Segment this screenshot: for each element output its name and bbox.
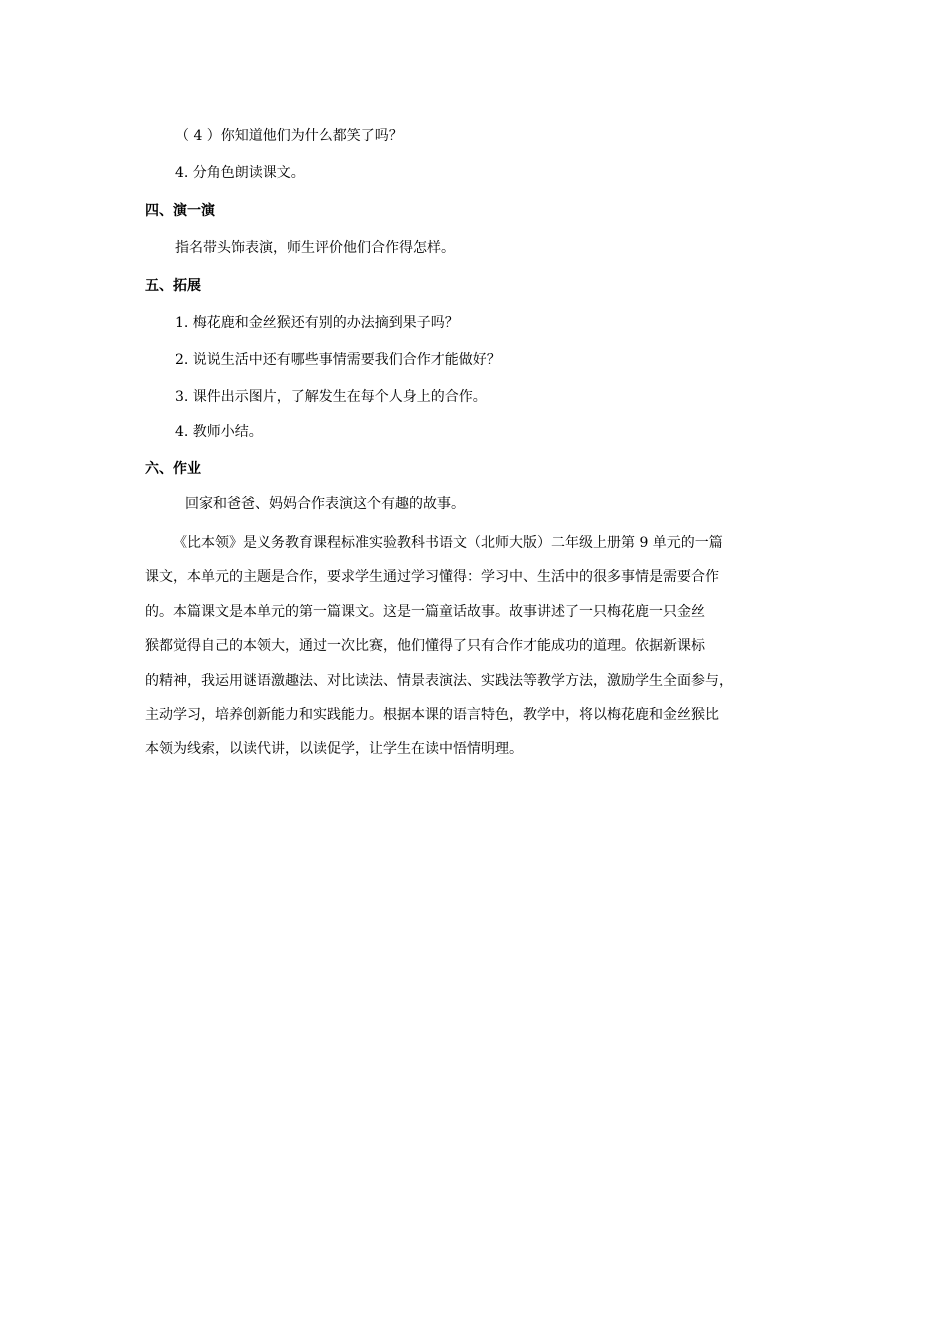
homework-text: 回家和爸爸、妈妈合作表演这个有趣的故事。 (185, 496, 465, 512)
summary-line: 的。本篇课文是本单元的第一篇课文。这是一篇童话故事。故事讲述了一只梅花鹿一只金丝 (145, 603, 705, 620)
question-4: （ 4 ）你知道他们为什么都笑了吗？ (175, 128, 403, 144)
summary-line: 《比本领》是义务教育课程标准实验教科书语文（北师大版）二年级上册第 9 单元的一篇 (173, 535, 723, 551)
summary-line: 主动学习，培养创新能力和实践能力。根据本课的语言特色，教学中，将以梅花鹿和金丝猴比 (145, 706, 719, 723)
extend-item-1: 1. 梅花鹿和金丝猴还有别的办法摘到果子吗？ (175, 315, 459, 331)
summary-line: 的精神，我运用谜语激趣法、对比读法、情景表演法、实践法等教学方法，激励学生全面参与， (145, 672, 733, 689)
extend-item-2: 2. 说说生活中还有哪些事情需要我们合作才能做好？ (175, 352, 501, 368)
extend-item-3: 3. 课件出示图片，了解发生在每个人身上的合作。 (175, 389, 487, 405)
act-instruction: 指名带头饰表演，师生评价他们合作得怎样。 (175, 240, 455, 256)
summary-line: 课文，本单元的主题是合作，要求学生通过学习懂得：学习中、生活中的很多事情是需要合作 (145, 569, 719, 586)
extend-item-4: 4. 教师小结。 (175, 424, 263, 440)
section-heading-homework: 六、作业 (145, 461, 201, 477)
section-heading-act: 四、演一演 (145, 203, 215, 219)
summary-paragraph (145, 526, 809, 767)
section-heading-extend: 五、拓展 (145, 278, 201, 294)
summary-line: 本领为线索，以读代讲，以读促学，让学生在读中悟情明理。 (145, 741, 523, 758)
summary-line: 猴都觉得自己的本领大，通过一次比赛，他们懂得了只有合作才能成功的道理。依据新课标 (145, 638, 705, 655)
step-4-role-reading: 4. 分角色朗读课文。 (175, 165, 305, 181)
